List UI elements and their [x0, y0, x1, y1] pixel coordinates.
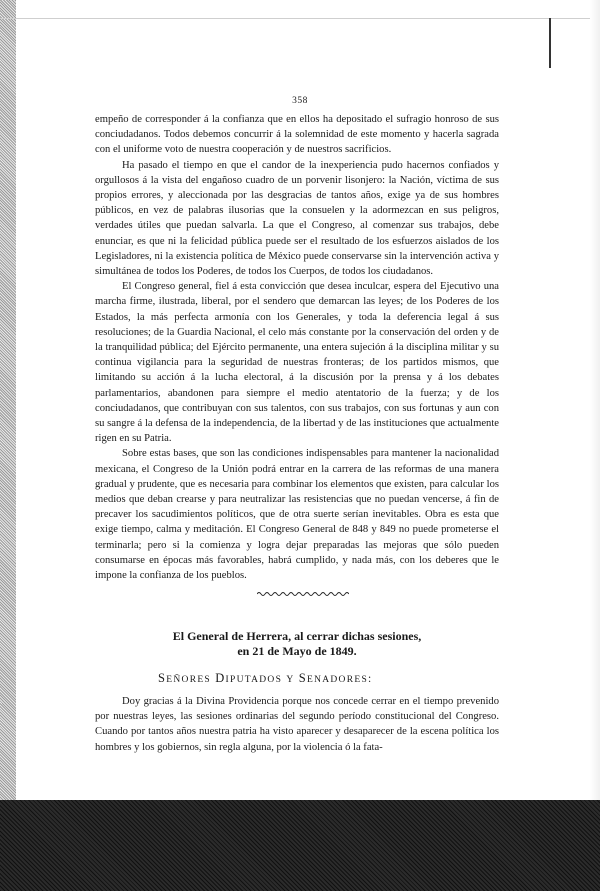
salutation-word: EÑORES — [166, 675, 212, 685]
body-text — [95, 112, 499, 583]
salutation-word: IPUTADOS — [225, 675, 283, 685]
scan-right-mark — [549, 18, 551, 68]
heading-line-2: en 21 de Mayo de 1849. — [237, 644, 357, 658]
paragraph: Doy gracias á la Divina Providencia porque nos concede cerrar en el tiempo prevenido por nuestras leyes, las sesiones ordinarias del segundo período constitucional del Congreso. Cuando por tantos años nuestra patria ha visto aparecer y desaparecer de la escena política los hombres y los gobiernos, sin regla alguna, por la violencia ó la fata- — [95, 696, 499, 753]
section-heading — [95, 629, 499, 659]
salutation — [158, 671, 373, 686]
salutation-word: ENADORES — [306, 675, 369, 685]
paragraph: Ha pasado el tiempo en que el candor de la inexperiencia pudo hacernos confiados y orgullosos á la vista del engañoso cuadro de un porvenir lisonjero: la Nación, víctima de sus propios errores, y aleccionada por las desgracias de tantos años, exige ya de sus hombres públicos, en vez de palabras ilusorias que la consuelen y la adormezcan en sus peligros, verdades útiles que puedan salvarla. La que el Congreso, al comenzar sus trabajos, debe enunciar, es que ni la felicidad pública puede ser el resultado de los esfuerzos aislados de los Legisladores, ni la existencia política de México puede conservarse sin la intervención activa y simultánea de todos los Poderes, de todos los Cuerpos, de todos los ciudadanos. — [95, 159, 499, 278]
scan-right-edge — [590, 0, 600, 800]
salutation-initial: S — [298, 671, 307, 685]
paragraph: empeño de corresponder á la confianza que en ellos ha depositado el sufragio honroso de sus conciudadanos. Todos debemos concurrir á la solemnidad de este momento y hacerla sagrada con el uniforme voto de nuestra cooperación y de nuestros sacrificios. — [95, 114, 499, 156]
wavy-ornament — [257, 590, 349, 598]
speech-text — [95, 694, 499, 755]
scan-bottom-border — [0, 800, 600, 891]
paragraph: El Congreso general, fiel á esta convicción que desea inculcar, espera del Ejecutivo una marcha firme, ilustrada, liberal, por el sendero que demarcan las leyes; de los Poderes de los Estados, la más perfecta armonía con los Generales, y toda la deferencia legal á sus resoluciones; de la Guardia Nacional, el celo más constante por la conservación del orden y de la tranquilidad pública; del Ejército permanente, una entera sujeción á la disciplina militar y su continua vigilancia para la seguridad de nuestras fronteras; de los partidos mismos, que limitando su acción á la lucha electoral, á la discusión por la prensa y á los debates parlamentarios, abandonen para siempre el medio atentatorio de la fuerza; y de los conciudadanos, que contribuyan con sus talentos, con sus trabajos, con sus fortunas y aun con su sangre á la defensa de la independencia, de la libertad y de las instituciones que actualmente rigen en su Patria. — [95, 281, 499, 445]
heading-line-1: El General de Herrera, al cerrar dichas sesiones, — [172, 629, 422, 643]
paragraph: Sobre estas bases, que son las condiciones indispensables para mantener la nacionalidad mexicana, el Congreso de la Unión podrá entrar en la carrera de las reformas de una manera gradual y prudente, que es necesaria para combinar los elementos que existen, para calcular los medios que deban crearse y para neutralizar las resistencias que no puedan vencerse, á fin de precaver los sacudimientos políticos, que de otra suerte serían inevitables. Obra es esta que exige tiempo, calma y meditación. El Congreso General de 848 y 849 no puede prometerse el terminarla; pero si la comienza y logra dejar preparadas las mejoras que sólo pueden consumarse en épocas más favorables, habrá cumplido, y nada más, con los deberes que le impone la confianza de los pueblos. — [95, 448, 499, 582]
salutation-initial: S — [158, 671, 167, 685]
salutation-word: Y — [286, 675, 295, 685]
scan-left-edge — [0, 0, 16, 891]
page-number: 358 — [292, 96, 308, 106]
salutation-initial: D — [215, 671, 226, 685]
salutation-colon: : — [368, 673, 373, 685]
scan-top-line — [0, 18, 600, 19]
